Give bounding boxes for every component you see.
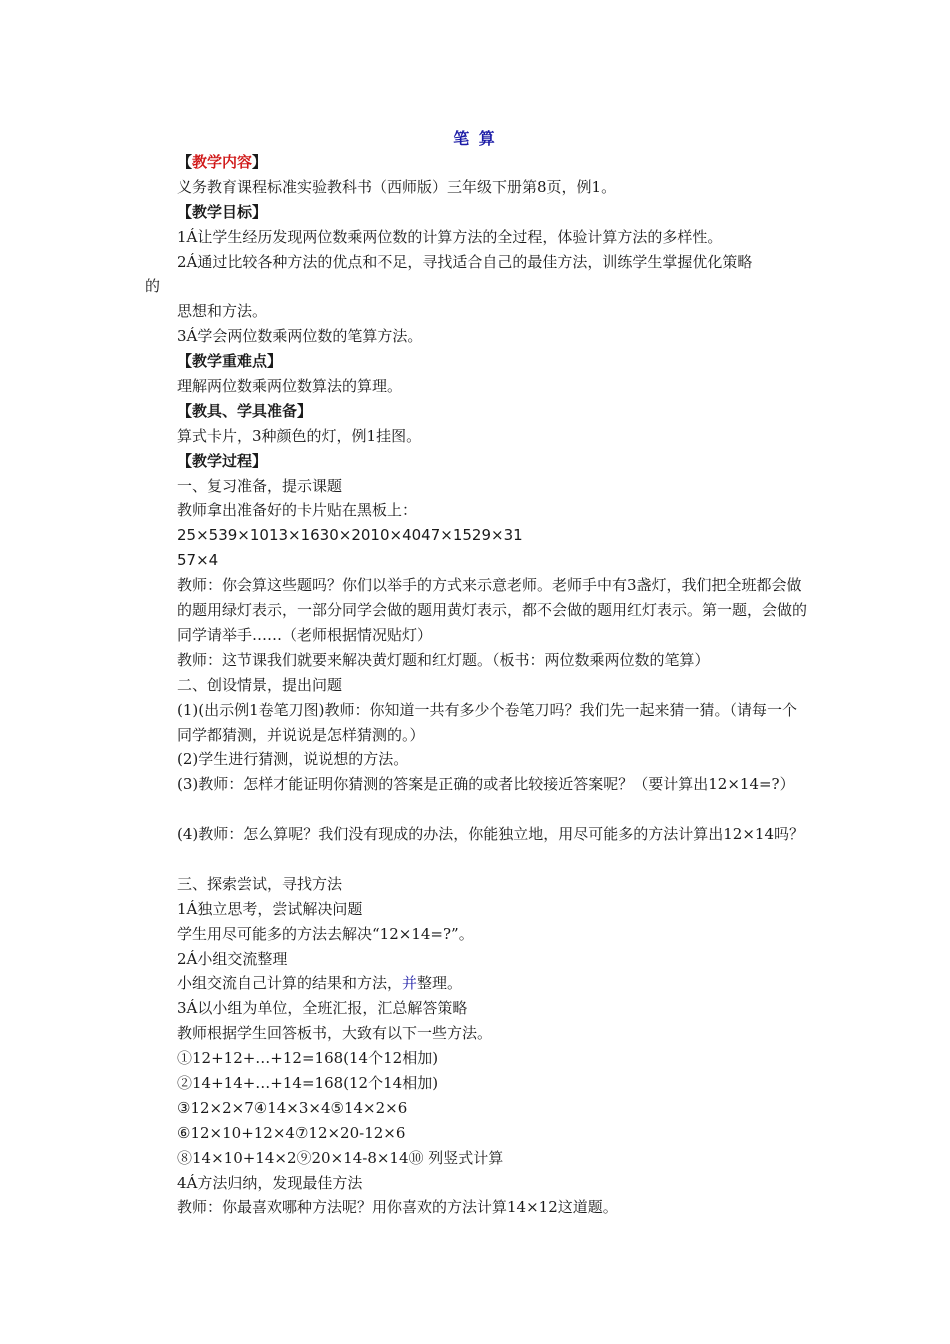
step-3-4-text: 教师：你最喜欢哪种方法呢？用你喜欢的方法计算14×12这道题。 — [177, 1198, 618, 1217]
step-2-paragraph-1: (1)(出示例1卷笔刀图)教师：你知道一共有多少个卷笔刀吗？我们先一起来猜一猜。（请每一个同学都猜测，并说说是怎样猜测的。） — [177, 700, 797, 744]
teacher-question-1: 教师：你会算这些题吗？你们以举手的方式来示意老师。老师手中有3盏灯，我们把全班都会做的题用绿灯表示，一部分同学会做的题用黄灯表示，都不会做的题用红灯表示。第一题，会做的同学请举手……（老师根据情况贴灯） — [177, 576, 808, 644]
step-3-2-text — [145, 971, 811, 996]
method-line-3: ③12×2×7④14×3×4⑤14×2×6 — [177, 1098, 408, 1117]
step-3-title: 三、探索尝试，寻找方法 — [177, 874, 343, 893]
goal-1: 1Á让学生经历发现两位数乘两位数的计算方法的全过程，体验计算方法的多样性。 — [177, 227, 723, 246]
method-line-2: ②14+14+…+14=168(12个14相加) — [177, 1074, 439, 1093]
method-line-4: ⑥12×10+12×4⑦12×20-12×6 — [177, 1123, 406, 1142]
keypoint-text: 理解两位数乘两位数算法的算理。 — [177, 377, 403, 396]
bracket-close: 】 — [252, 153, 268, 171]
step-2-paragraph-4: (4)教师：怎么算呢？我们没有现成的办法，你能独立地，用尽可能多的方法计算出12×14吗？ — [177, 825, 804, 844]
section-heading-tools: 【教具、学具准备】 — [177, 401, 313, 420]
content-text: 义务教育课程标准实验教科书（西师版）三年级下册第8页，例1。 — [177, 177, 617, 196]
cards-line-1: 25×539×1013×1630×2010×4047×1529×31 — [177, 526, 523, 545]
step-3-1-text: 学生用尽可能多的方法去解决“12×14=?”。 — [177, 924, 474, 943]
section-heading-content — [145, 150, 811, 175]
method-line-5: ⑧14×10+14×2⑨20×14-8×14⑩ 列竖式计算 — [177, 1148, 504, 1167]
document-body — [145, 150, 811, 1220]
section-heading-goals: 【教学目标】 — [177, 202, 268, 221]
step-1-text: 教师拿出准备好的卡片贴在黑板上： — [177, 501, 418, 520]
tools-text: 算式卡片，3种颜色的灯，例1挂图。 — [177, 426, 422, 445]
cards-line-2: 57×4 — [177, 551, 219, 570]
step-3-2-heading: 2Á小组交流整理 — [177, 949, 288, 968]
goal-2-line-3: 思想和方法。 — [177, 302, 268, 321]
step-1-title: 一、复习准备，提示课题 — [177, 476, 343, 495]
step-2-paragraph-2: (2)学生进行猜测，说说想的方法。 — [177, 750, 409, 769]
method-line-1: ①12+12+…+12=168(14个12相加) — [177, 1049, 439, 1068]
step-3-4-heading: 4Á方法归纳，发现最佳方法 — [177, 1173, 363, 1192]
step-3-3-text: 教师根据学生回答板书，大致有以下一些方法。 — [177, 1024, 493, 1043]
step-3-1-heading: 1Á独立思考，尝试解决问题 — [177, 899, 363, 918]
section-heading-keypoints: 【教学重难点】 — [177, 352, 283, 371]
goal-2-line-2: 的 — [145, 277, 161, 296]
section-heading-process: 【教学过程】 — [177, 451, 268, 470]
step-3-3-heading: 3Á以小组为单位，全班汇报，汇总解答策略 — [177, 999, 468, 1018]
heading-content-label: 教学内容 — [192, 153, 253, 171]
goal-2-line-1: 2Á通过比较各种方法的优点和不足，寻找适合自己的最佳方法，训练学生掌握优化策略 — [177, 252, 753, 271]
step-3-2-text-part-a: 小组交流自己计算的结果和方法， — [177, 974, 403, 993]
teacher-question-2: 教师：这节课我们就要来解决黄灯题和红灯题。（板书：两位数乘两位数的笔算） — [177, 650, 710, 669]
document-title: 笔 算 — [453, 129, 497, 148]
step-3-2-text-part-c: 整理。 — [417, 974, 463, 993]
step-2-title: 二、创设情景，提出问题 — [177, 675, 343, 694]
step-2-paragraph-3: (3)教师：怎样才能证明你猜测的答案是正确的或者比较接近答案呢？（要计算出12×14=?） — [177, 775, 795, 794]
bracket-open: 【 — [177, 153, 193, 171]
step-3-2-text-highlight: 并 — [402, 974, 418, 993]
goal-3: 3Á学会两位数乘两位数的笔算方法。 — [177, 327, 423, 346]
